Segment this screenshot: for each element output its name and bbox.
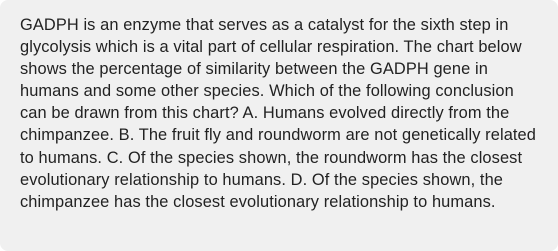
question-text: GADPH is an enzyme that serves as a catalyst for the sixth step in glycolysis which is a vital part of cellular respiration. The chart below shows the percentage of similarity between the GADPH gene in humans and some other species. Which of the following conclusion can be drawn from this chart? A. Humans evolved directly from the chimpanzee. B. The fruit fly and roundworm are not genetically related to humans. C. Of the species shown, the roundworm has the closest evolutionary relationship to humans. D. Of the species shown, the chimpanzee has the closest evolutionary relationship to humans. — [20, 16, 536, 211]
